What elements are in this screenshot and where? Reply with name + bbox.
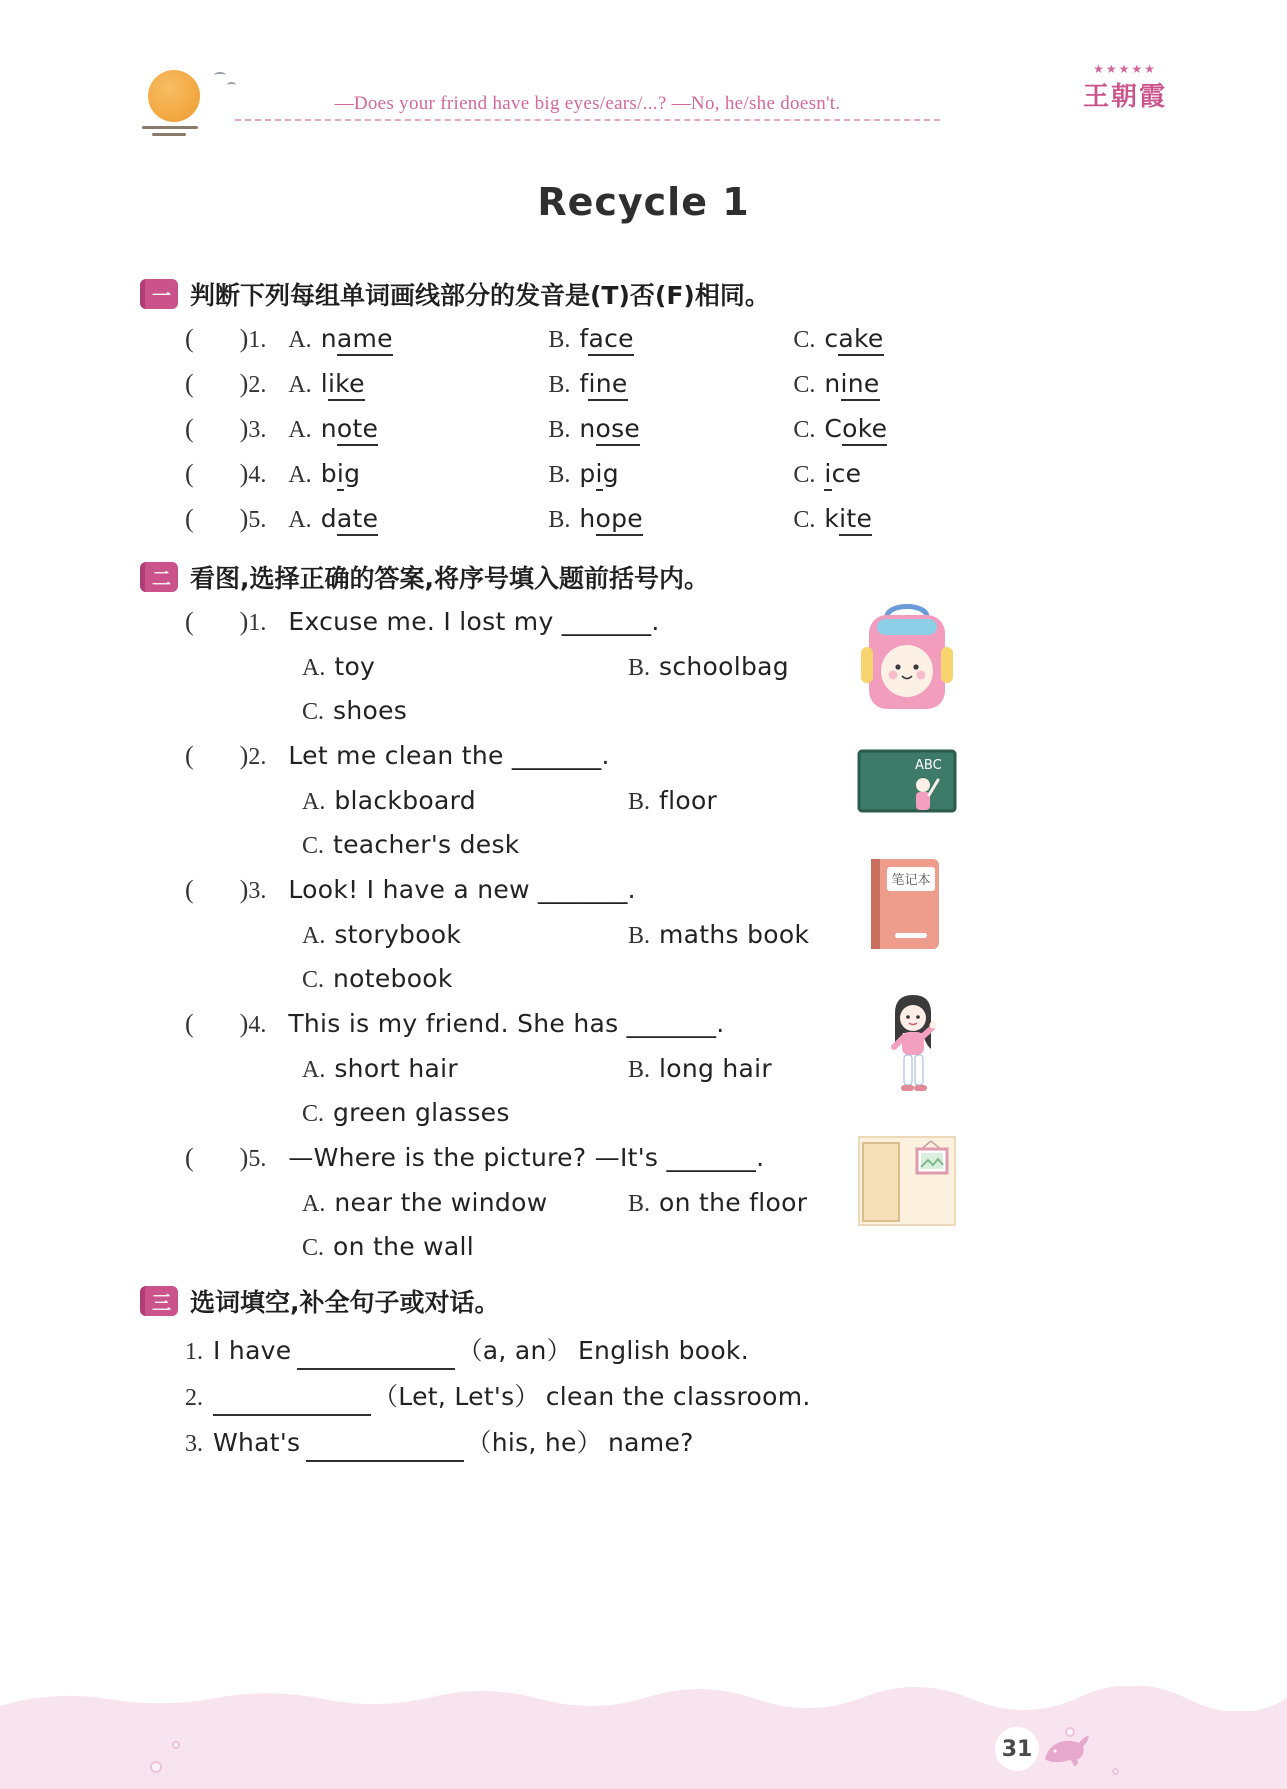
picture-question-2	[185, 741, 1287, 875]
bird-icon	[227, 82, 236, 88]
answer-parens: ( )	[185, 504, 249, 533]
option-word: nose	[579, 414, 640, 443]
section1-title: 判断下列每组单词画线部分的发音是(T)否(F)相同。	[190, 281, 770, 310]
blackboard-icon	[857, 747, 957, 827]
notebook-image	[861, 855, 961, 959]
question-number: 4.	[248, 462, 267, 488]
option-c	[793, 414, 1287, 444]
option-word: nine	[824, 369, 879, 398]
section1-badge-icon: 一	[140, 279, 178, 309]
bird-icon	[214, 72, 226, 78]
option-word: note	[321, 414, 379, 443]
phonics-row-1	[185, 324, 1287, 369]
option-b: B. long hair	[628, 1054, 773, 1083]
option-b	[548, 324, 793, 354]
option-a	[288, 414, 548, 444]
picture-question-1	[185, 607, 1287, 741]
option-word: ice	[824, 459, 861, 488]
option-label: C.	[793, 327, 816, 353]
option-c: C. on the wall	[302, 1232, 475, 1261]
page-header	[0, 0, 1287, 150]
answer-parens: ( )	[185, 459, 249, 488]
picture-question-5	[185, 1143, 1287, 1277]
option-word: pig	[579, 459, 619, 488]
option-label: B.	[548, 462, 571, 488]
question-number: 5.	[248, 507, 267, 533]
option-word: name	[321, 324, 393, 353]
answer-blank	[297, 1368, 455, 1370]
option-b	[548, 369, 793, 399]
option-c	[793, 504, 1287, 534]
notebook-icon	[861, 855, 949, 955]
bubble-decoration	[150, 1761, 162, 1773]
option-b	[548, 504, 793, 534]
question-number: 2.	[248, 372, 267, 398]
sunset-icon	[142, 70, 222, 130]
section3-title: 选词填空,补全句子或对话。	[190, 1288, 500, 1317]
question-stem: Let me clean the _______.	[288, 741, 610, 770]
section3-badge-icon: 三	[140, 1286, 178, 1316]
question-stem: This is my friend. She has _______.	[288, 1009, 725, 1038]
blackboard-image	[857, 747, 957, 831]
answer-parens: ( )	[185, 741, 249, 770]
option-label: C.	[793, 372, 816, 398]
question-number: 2.	[185, 1385, 203, 1411]
option-b: B. schoolbag	[628, 652, 789, 681]
answer-blank	[306, 1460, 464, 1462]
option-b: B. maths book	[628, 920, 810, 949]
option-a	[288, 459, 548, 489]
option-label: C.	[793, 462, 816, 488]
bubble-decoration	[172, 1741, 180, 1749]
header-divider	[235, 119, 940, 121]
question-number: 1.	[248, 610, 267, 636]
option-word: hope	[579, 504, 643, 533]
option-b	[548, 459, 793, 489]
section2-title: 看图,选择正确的答案,将序号填入题前括号内。	[190, 564, 709, 593]
girl-image	[873, 991, 953, 1110]
wall-picture-image	[857, 1135, 957, 1231]
question-number: 1.	[248, 327, 267, 353]
phonics-row-5	[185, 504, 1287, 549]
option-label: A.	[288, 372, 312, 398]
option-b: B. floor	[628, 786, 718, 815]
option-label: A.	[288, 507, 312, 533]
header-subtitle: —Does your friend have big eyes/ears/...? —No, he/she doesn't.	[334, 93, 841, 114]
section2-heading	[140, 561, 1287, 593]
answer-parens: ( )	[185, 324, 249, 353]
option-word: kite	[824, 504, 872, 533]
wave-decoration	[0, 1686, 1287, 1712]
option-label: B.	[548, 327, 571, 353]
option-c: C. teacher's desk	[302, 830, 520, 859]
option-b	[548, 414, 793, 444]
brand-stars-icon: ★★★★★	[1093, 62, 1157, 76]
option-word: fine	[579, 369, 627, 398]
schoolbag-icon	[857, 601, 957, 719]
question-number: 3.	[248, 417, 267, 443]
option-a: A. toy	[302, 652, 376, 681]
option-label: B.	[548, 417, 571, 443]
question-stem: Excuse me. I lost my _______.	[288, 607, 660, 636]
answer-parens: ( )	[185, 607, 249, 636]
option-a: A. storybook	[302, 920, 462, 949]
option-a	[288, 324, 548, 354]
option-b: B. on the floor	[628, 1188, 808, 1217]
question-stem: Look! I have a new _______.	[288, 875, 636, 904]
answer-parens: ( )	[185, 1009, 249, 1038]
fill-blank-item-2: 2. （Let, Let's） clean the classroom.	[185, 1377, 1287, 1423]
picture-question-3	[185, 875, 1287, 1009]
option-word: big	[321, 459, 361, 488]
option-word: date	[321, 504, 379, 533]
question-number: 3.	[185, 1431, 203, 1457]
option-a	[288, 369, 548, 399]
option-label: A.	[288, 327, 312, 353]
word-choices: （a, an）	[457, 1336, 572, 1365]
option-label: C.	[793, 507, 816, 533]
option-a: A. short hair	[302, 1054, 458, 1083]
section1-heading	[140, 278, 1287, 310]
question-number: 5.	[248, 1146, 267, 1172]
question-number: 1.	[185, 1339, 203, 1365]
svg-text:笔记本: 笔记本	[891, 873, 931, 888]
option-a: A. blackboard	[302, 786, 476, 815]
phonics-row-3	[185, 414, 1287, 459]
page-number: 31	[995, 1727, 1039, 1771]
option-a: A. near the window	[302, 1188, 548, 1217]
word-choices: （his, he）	[466, 1428, 603, 1457]
phonics-row-2	[185, 369, 1287, 414]
dolphin-icon	[1041, 1733, 1091, 1767]
wall-picture-icon	[857, 1135, 957, 1227]
answer-parens: ( )	[185, 875, 249, 904]
question-number: 3.	[248, 878, 267, 904]
question-number: 4.	[248, 1012, 267, 1038]
option-c: C. shoes	[302, 696, 408, 725]
option-word: like	[321, 369, 365, 398]
option-c: C. notebook	[302, 964, 453, 993]
answer-parens: ( )	[185, 369, 249, 398]
answer-parens: ( )	[185, 1143, 249, 1172]
page-title: Recycle 1	[537, 180, 750, 224]
word-choices: （Let, Let's）	[373, 1382, 540, 1411]
phonics-row-4	[185, 459, 1287, 504]
option-label: A.	[288, 417, 312, 443]
fill-blank-item-1: 1. I have （a, an） English book.	[185, 1331, 1287, 1377]
svg-text:ABC: ABC	[915, 758, 942, 773]
question-stem: —Where is the picture? —It's _______.	[288, 1143, 765, 1172]
option-c	[793, 369, 1287, 399]
schoolbag-image	[857, 601, 957, 723]
option-word: face	[579, 324, 633, 353]
option-label: B.	[548, 507, 571, 533]
option-c	[793, 459, 1287, 489]
picture-question-4	[185, 1009, 1287, 1143]
option-label: A.	[288, 462, 312, 488]
section2-badge-icon: 二	[140, 562, 178, 592]
option-label: C.	[793, 417, 816, 443]
question-number: 2.	[248, 744, 267, 770]
answer-parens: ( )	[185, 414, 249, 443]
girl-icon	[873, 991, 953, 1106]
option-a	[288, 504, 548, 534]
answer-blank	[213, 1414, 371, 1416]
option-c: C. green glasses	[302, 1098, 510, 1127]
option-word: Coke	[824, 414, 887, 443]
brand-name: 王朝霞	[1082, 82, 1167, 111]
option-c	[793, 324, 1287, 354]
option-label: B.	[548, 372, 571, 398]
section3-heading	[140, 1285, 1287, 1317]
page-footer	[0, 1711, 1287, 1789]
brand-badge	[1065, 62, 1185, 113]
fill-blank-item-3: 3. What's （his, he） name?	[185, 1423, 1287, 1469]
option-word: cake	[824, 324, 883, 353]
bubble-decoration	[1112, 1768, 1119, 1775]
